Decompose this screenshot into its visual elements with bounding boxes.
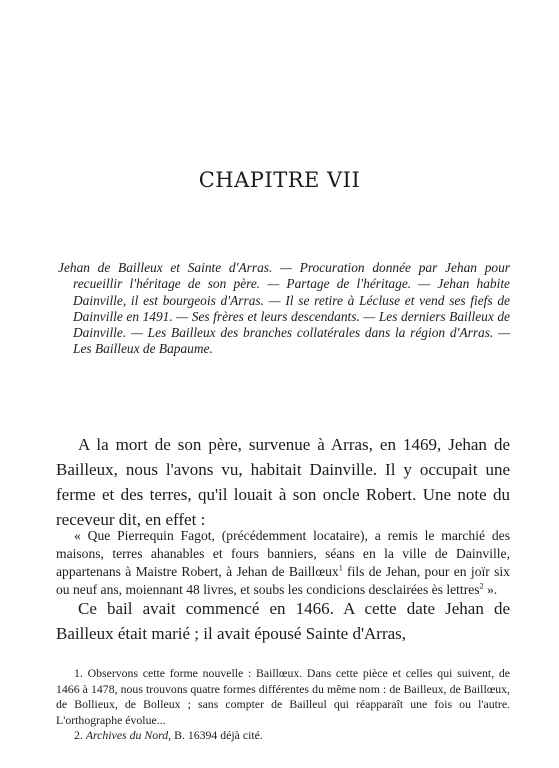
footnote-2-number: 2. — [74, 728, 83, 742]
chapter-summary — [58, 260, 510, 358]
summary-text: Jehan de Bailleux et Sainte d'Arras. — Procuration donnée par Jehan pour recueillir l'héritage de son père. — Partage de l'héritage. — Jehan habite Dainville, il est bourgeois d'Arras. — Il se retire à Lécluse et vend ses fiefs de Dainville en 1491. — Ses frères et leurs descendants. — Les derniers Bailleux de Dainville. — Les Bailleux des branches collatérales dans la région d'Arras. — Les Bailleux de Bapaume. — [58, 260, 510, 357]
footnotes — [56, 666, 510, 744]
quote-part-2: fils de Jehan, pour en joïr six ou neuf ans, moiennant 48 livres, et soubs les condicions desclairées ès lettres — [56, 564, 510, 597]
footnote-2-source: Archives du Nord, — [85, 728, 172, 742]
footnote-1: 1. Observons cette forme nouvelle : Baillœux. Dans cette pièce et celles qui suivent, de 1466 à 1478, nous trouvons quatre formes différentes du même nom : de Bailleux, de Baillœux, de Bollieux, de Bolleux ; sans compter de Bailleul qui réapparaît une fois ou l'autre. L'orthographe évolue... — [56, 666, 510, 727]
footnote-ref-1[interactable]: 1 — [338, 563, 343, 573]
quote-part-1: « Que Pierrequin Fagot, (précédemment locataire), a remis le marchié des maisons, terres ahanables et fours banniers, séans en la ville de Dainville, appartenans à Maistre Robert, à Jehan de Baillœux — [56, 528, 510, 579]
quote-text — [56, 527, 510, 599]
footnote-ref-2[interactable]: 2 — [479, 581, 484, 591]
paragraph-1-text: A la mort de son père, survenue à Arras, en 1469, Jehan de Bailleux, nous l'avons vu, habitait Dainville. Il y occupait une ferme et des terres, qu'il louait à son oncle Robert. Une note du receveur dit, en effet : — [56, 435, 510, 529]
paragraph-2-text: Ce bail avait commencé en 1466. A cette date Jehan de Bailleux était marié ; il avait épousé Sainte d'Arras, — [56, 599, 510, 643]
quote-part-3: ». — [483, 582, 498, 597]
chapter-title: CHAPITRE VII — [198, 168, 361, 192]
footnote-2-rest: B. 16394 déjà cité. — [174, 728, 263, 742]
body-paragraph-2 — [56, 596, 510, 646]
archival-quote — [56, 527, 510, 599]
body-paragraph-1 — [56, 432, 510, 532]
footnote-2 — [56, 728, 510, 744]
